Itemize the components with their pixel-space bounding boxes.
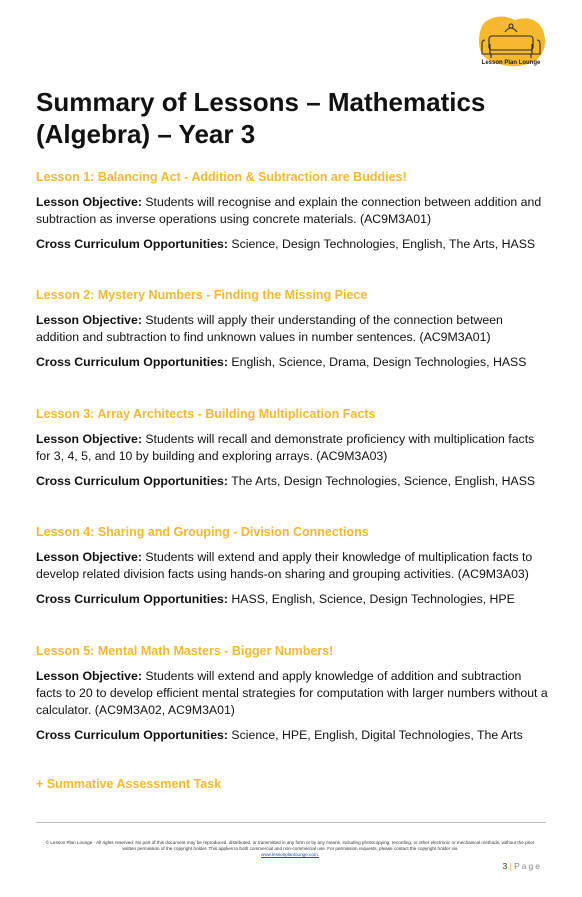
objective-label: Lesson Objective:: [36, 669, 142, 683]
objective-label: Lesson Objective:: [36, 195, 142, 209]
copyright-text: © Lesson Plan Lounge - All rights reserved. No part of this document may be reproduced, distributed, or transmitted in any form or by any means, including photocopying, recording, or other electronic or mechanical methods, without the prior written permission of the copyright holder. This applies to both commercial and non-commercial use. For permission requests, please contact the copyright holder via: [45, 840, 535, 851]
cross-label: Cross Curriculum Opportunities:: [36, 355, 228, 369]
website-link[interactable]: www.lessonplanlounge.com.: [261, 852, 319, 857]
lesson-objective: [36, 431, 548, 465]
objective-label: Lesson Objective:: [36, 432, 142, 446]
lesson-objective: [36, 668, 548, 719]
lesson-cross-curriculum: [36, 236, 548, 253]
lesson-cross-curriculum: [36, 591, 548, 608]
lesson-block-2: [36, 287, 548, 379]
page-title: Summary of Lessons – Mathematics (Algebra) – Year 3: [36, 87, 486, 149]
objective-label: Lesson Objective:: [36, 550, 142, 564]
page-number-value: 3: [502, 861, 508, 871]
objective-label: Lesson Objective:: [36, 313, 142, 327]
page-number: [502, 861, 542, 871]
cross-text: Science, HPE, English, Digital Technologies, The Arts: [231, 728, 523, 742]
lesson-cross-curriculum: [36, 354, 548, 371]
page-separator: |: [509, 861, 512, 871]
lesson-cross-curriculum: [36, 727, 548, 744]
objective-text: Students will apply their understanding of the connection between addition and subtraction to find unknown values in number sentences. (AC9M3A01): [36, 313, 503, 344]
lesson-cross-curriculum: [36, 473, 548, 490]
footer-divider: [36, 822, 546, 823]
logo-caption: Lesson Plan Lounge: [481, 60, 541, 66]
copyright-notice: [40, 840, 540, 858]
cross-label: Cross Curriculum Opportunities:: [36, 237, 228, 251]
page-label: Page: [514, 861, 542, 871]
objective-text: Students will recognise and explain the connection between addition and subtraction as inverse operations using concrete materials. (AC9M3A01): [36, 195, 542, 226]
lesson-title: Lesson 3: Array Architects - Building Multiplication Facts: [36, 407, 376, 421]
lesson-title: Lesson 4: Sharing and Grouping - Division Connections: [36, 525, 369, 539]
cross-label: Cross Curriculum Opportunities:: [36, 592, 228, 606]
cross-label: Cross Curriculum Opportunities:: [36, 728, 228, 742]
lesson-objective: [36, 312, 548, 346]
cross-text: The Arts, Design Technologies, Science, English, HASS: [231, 474, 536, 488]
objective-text: Students will extend and apply knowledge of addition and subtraction facts to 20 to develop efficient mental strategies for computation with larger numbers without a calculator. (AC9M3A02, AC9M3A01): [36, 669, 548, 717]
cross-text: HASS, English, Science, Design Technologies, HPE: [231, 592, 515, 606]
objective-text: Students will recall and demonstrate proficiency with multiplication facts for 3, 4, 5, and 10 by building and exploring arrays. (AC9M3A03): [36, 432, 535, 463]
lesson-block-5: [36, 643, 548, 752]
lesson-title: Lesson 2: Mystery Numbers - Finding the Missing Piece: [36, 288, 368, 302]
cross-text: English, Science, Drama, Design Technologies, HASS: [231, 355, 527, 369]
lesson-objective: [36, 549, 548, 583]
lesson-title: Lesson 1: Balancing Act - Addition & Subtraction are Buddies!: [36, 170, 407, 184]
lesson-block-4: [36, 524, 548, 616]
cross-label: Cross Curriculum Opportunities:: [36, 474, 228, 488]
lesson-title: Lesson 5: Mental Math Masters - Bigger Numbers!: [36, 644, 334, 658]
lesson-objective: [36, 194, 548, 228]
summative-assessment-link: + Summative Assessment Task: [36, 777, 222, 791]
cross-text: Science, Design Technologies, English, The Arts, HASS: [231, 237, 536, 251]
lesson-block-1: [36, 169, 548, 261]
lesson-block-3: [36, 406, 548, 498]
objective-text: Students will extend and apply their knowledge of multiplication facts to develop related division facts using hands-on sharing and grouping activities. (AC9M3A03): [36, 550, 533, 581]
